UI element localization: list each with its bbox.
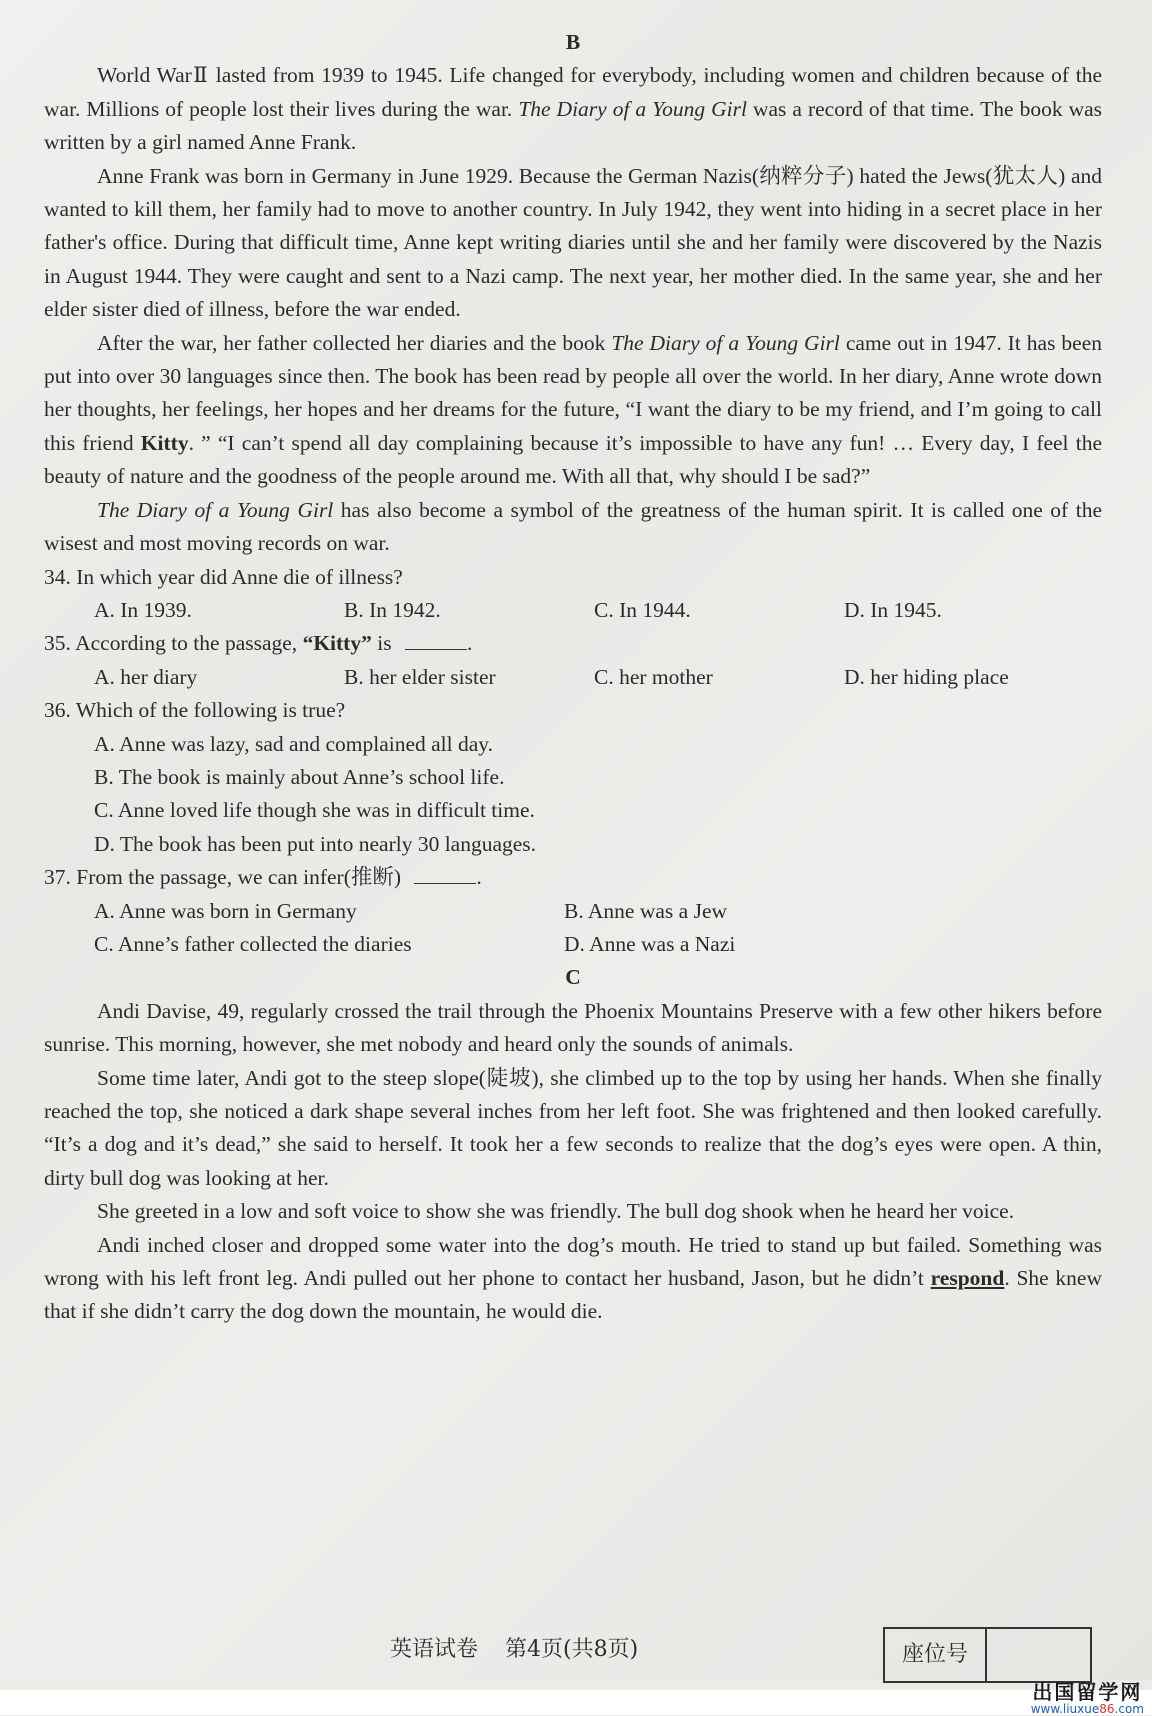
option-c[interactable]: C. Anne loved life though she was in difficult time. bbox=[94, 798, 535, 823]
answer-blank[interactable] bbox=[405, 627, 467, 650]
question-36: 36. Which of the following is true? bbox=[44, 698, 346, 723]
option-a[interactable]: A. her diary bbox=[94, 664, 198, 689]
option-b[interactable]: B. The book is mainly about Anne’s school life. bbox=[94, 764, 505, 789]
kitty-bold: Kitty bbox=[140, 430, 189, 455]
seat-number-field[interactable] bbox=[987, 1629, 1090, 1681]
option-a[interactable]: A. In 1939. bbox=[94, 597, 192, 622]
option-c[interactable]: C. her mother bbox=[594, 664, 713, 689]
question-37-options-row-1 bbox=[44, 895, 1102, 928]
passage-b-paragraph-2: Anne Frank was born in Germany in June 1929. Because the German Nazis(纳粹分子) hated the Jews(犹太人) and wanted to kill them, her family had to move to another country. In July 1942, they went into hiding in a secret place in her father's office. During that difficult time, Anne kept writing diaries until she and her family were discovered by the Nazis in August 1944. They were caught and sent to a Nazi camp. The next year, her mother died. In the same year, she and her elder sister died of illness, before the war ended. bbox=[44, 163, 1102, 322]
option-b[interactable]: B. her elder sister bbox=[344, 664, 496, 689]
exam-content bbox=[44, 26, 1102, 1329]
option-b[interactable]: B. Anne was a Jew bbox=[564, 898, 728, 923]
passage-b-paragraph-3: After the war, her father collected her diaries and the book The Diary of a Young Girl came out in 1947. It has been put into over 30 languages since then. The book has been read by people all over the world. In her diary, Anne wrote down her thoughts, her feelings, her hopes and her dreams for the future, “I want the diary to be my friend, and I’m going to call this friend Kitty. ” “I can’t spend all day complaining because it’s impossible to have any fun! … Every day, I feel the beauty of nature and the goodness of the people around me. With all that, why should I be sad?” bbox=[44, 330, 1103, 489]
answer-blank[interactable] bbox=[414, 861, 476, 884]
option-a[interactable]: A. Anne was born in Germany bbox=[94, 898, 357, 923]
passage-c-paragraph-4: Andi inched closer and dropped some water into the dog’s mouth. He tried to stand up but failed. Something was wrong with his left front leg. Andi pulled out her phone to contact her husband, Jason, but he didn’t respond. She knew that if she didn’t carry the dog down the mountain, he would die. bbox=[44, 1232, 1103, 1324]
watermark-name: 出国留学网 bbox=[1032, 1680, 1143, 1704]
option-a[interactable]: A. Anne was lazy, sad and complained all day. bbox=[94, 731, 494, 756]
option-d[interactable]: D. her hiding place bbox=[844, 664, 1009, 689]
passage-c-paragraph-1: Andi Davise, 49, regularly crossed the trail through the Phoenix Mountains Preserve with a few other hikers before sunrise. This morning, however, she met nobody and heard only the sounds of animals. bbox=[44, 998, 1102, 1057]
passage-c-paragraph-2: Some time later, Andi got to the steep slope(陡坡), she climbed up to the top by using her hands. When she finally reached the top, she noticed a dark shape several inches from her left foot. She was frightened and then looked carefully. “It’s a dog and it’s dead,” she said to herself. It took her a few seconds to realize that the dog’s eyes were open. A thin, dirty bull dog was looking at her. bbox=[44, 1065, 1102, 1190]
question-37: 37. From the passage, we can infer(推断) . bbox=[44, 861, 1102, 894]
question-34: 34. In which year did Anne die of illness? bbox=[44, 564, 403, 589]
section-c-heading: C bbox=[565, 965, 581, 990]
question-34-options bbox=[44, 594, 1102, 627]
page-bottom-margin bbox=[0, 1690, 1152, 1715]
option-d[interactable]: D. In 1945. bbox=[844, 597, 942, 622]
page-number: 第4页(共8页) bbox=[505, 1637, 639, 1662]
book-title: The Diary of a Young Girl bbox=[97, 497, 334, 522]
underlined-word: respond bbox=[930, 1266, 1005, 1291]
option-d[interactable]: D. The book has been put into nearly 30 languages. bbox=[94, 831, 537, 856]
book-title: The Diary of a Young Girl bbox=[611, 330, 840, 355]
section-b-heading: B bbox=[565, 30, 581, 54]
watermark-url: www.liuxue86.com bbox=[1030, 1702, 1144, 1716]
option-c[interactable]: C. Anne’s father collected the diaries bbox=[94, 931, 412, 956]
subject-label: 英语试卷 bbox=[390, 1637, 479, 1662]
question-35: 35. According to the passage, “Kitty” is . bbox=[44, 627, 1102, 660]
passage-b-paragraph-1: World WarⅡ lasted from 1939 to 1945. Life changed for everybody, including women and children because of the war. Millions of people lost their lives during the war. The Diary of a Young Girl was a record of that time. The book was written by a girl named Anne Frank. bbox=[44, 63, 1103, 155]
question-37-options-row-2 bbox=[44, 928, 1102, 961]
passage-c-paragraph-3: She greeted in a low and soft voice to show she was friendly. The bull dog shook when he heard her voice. bbox=[97, 1199, 1015, 1224]
option-b[interactable]: B. In 1942. bbox=[344, 597, 441, 622]
page-footer bbox=[390, 1632, 658, 1663]
passage-b-paragraph-4: The Diary of a Young Girl has also become a symbol of the greatness of the human spirit. It is called one of the wisest and most moving records on war. bbox=[44, 497, 1102, 556]
seat-number-label: 座位号 bbox=[885, 1629, 987, 1681]
book-title: The Diary of a Young Girl bbox=[518, 96, 747, 121]
seat-number-box bbox=[883, 1627, 1092, 1683]
option-c[interactable]: C. In 1944. bbox=[594, 597, 691, 622]
watermark-logo bbox=[1031, 1682, 1144, 1716]
question-35-options bbox=[44, 661, 1102, 694]
option-d[interactable]: D. Anne was a Nazi bbox=[564, 931, 736, 956]
